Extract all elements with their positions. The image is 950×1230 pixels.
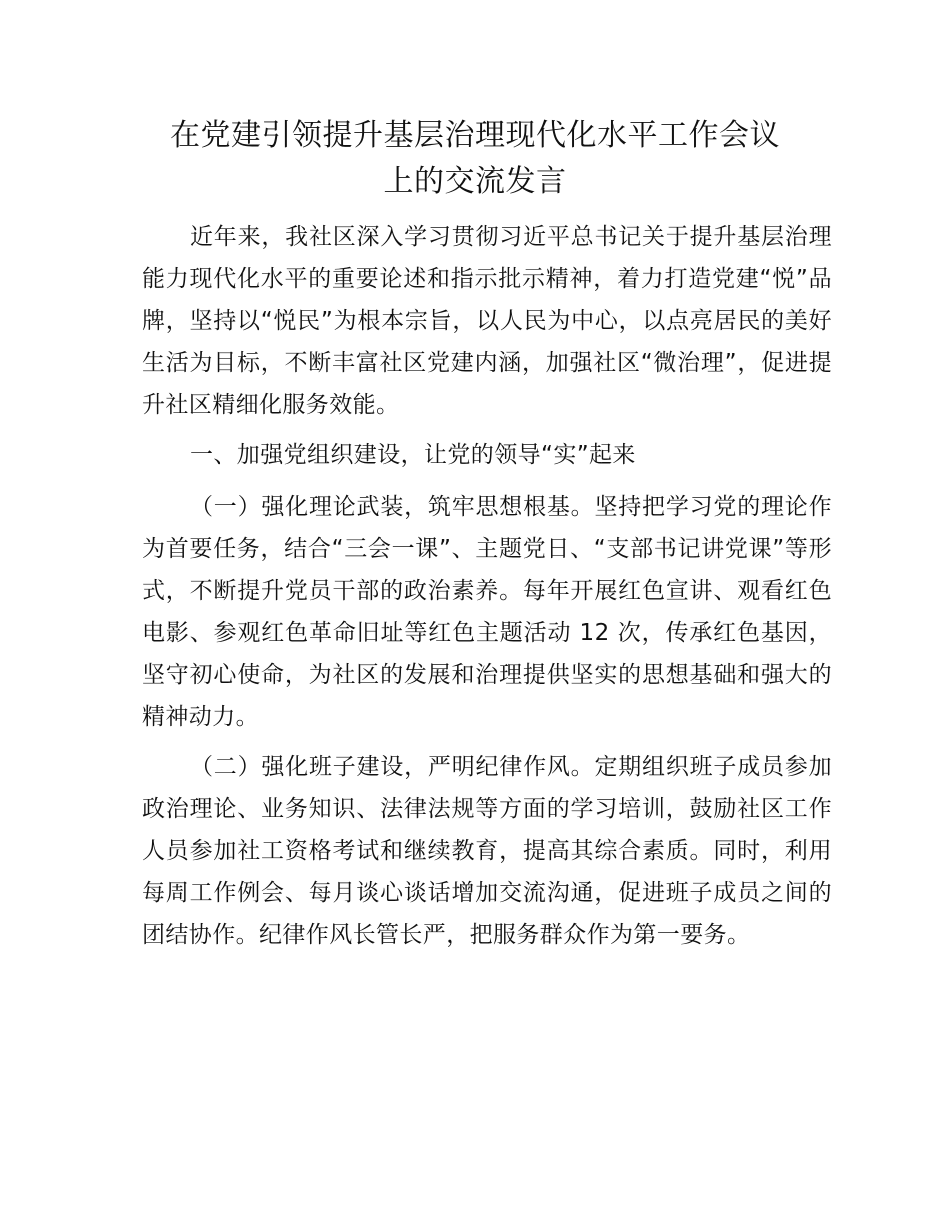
document-title [100, 113, 850, 205]
subsection-paragraph-2: （二）强化班子建设，严明纪律作风。定期组织班子成员参加政治理论、业务知识、法律法规等方面的学习培训，鼓励社区工作人员参加社工资格考试和继续教育，提高其综合素质。同时，利用每周工作例会、每月谈心谈话增加交流沟通，促进班子成员之间的团结协作。纪律作风长管长严，把服务群众作为第一要务。 [142, 754, 832, 948]
section-heading-1: 一、加强党组织建设，让党的领导“实”起来 [190, 442, 636, 468]
title-line-1: 在党建引领提升基层治理现代化水平工作会议 [170, 118, 780, 153]
title-line-2: 上的交流发言 [383, 164, 567, 199]
subsection-paragraph-1: （一）强化理论武装，筑牢思想根基。坚持把学习党的理论作为首要任务，结合“三会一课”、主题党日、“支部书记讲党课”等形式，不断提升党员干部的政治素养。每年开展红色宣讲、观看红色电影、参观红色革命旧址等红色主题活动 12 次，传承红色基因，坚守初心使命，为社区的发展和治理提供坚实的思想基础和强大的精神动力。 [142, 494, 832, 730]
intro-paragraph: 近年来，我社区深入学习贯彻习近平总书记关于提升基层治理能力现代化水平的重要论述和指示批示精神，着力打造党建“悦”品牌，坚持以“悦民”为根本宗旨，以人民为中心，以点亮居民的美好生活为目标，不断丰富社区党建内涵，加强社区“微治理”，促进提升社区精细化服务效能。 [142, 224, 832, 418]
document-body [142, 216, 832, 964]
